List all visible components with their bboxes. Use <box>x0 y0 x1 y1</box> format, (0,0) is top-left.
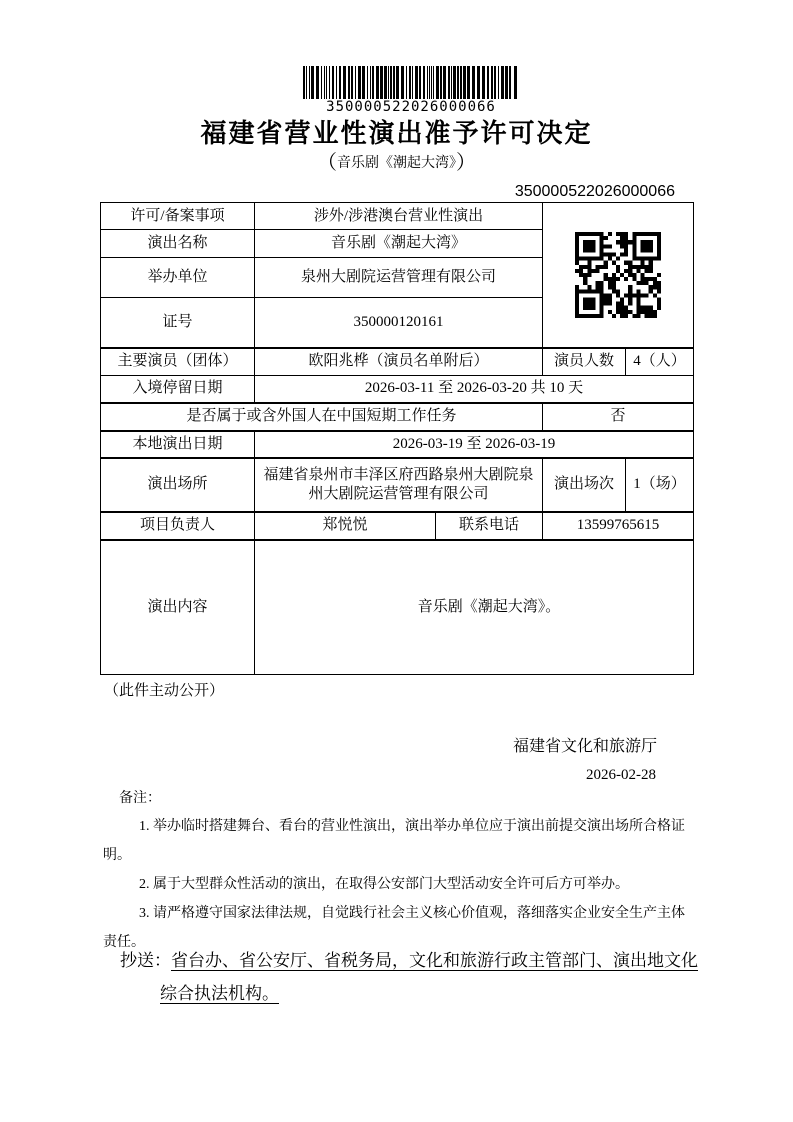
qr-code-icon <box>575 232 661 318</box>
table-row <box>101 458 694 512</box>
permit-item-label: 许可/备案事项 <box>101 203 255 230</box>
cc-text: 省台办、省公安厅、省税务局，文化和旅游行政主管部门、演出地文化综合执法机构。 <box>160 951 698 1003</box>
foreign-work-label: 是否属于或含外国人在中国短期工作任务 <box>101 403 543 431</box>
venue-value: 福建省泉州市丰泽区府西路泉州大剧院泉州大剧院运营管理有限公司 <box>255 458 543 512</box>
main-performers-label: 主要演员（团体） <box>101 348 255 376</box>
barcode-number: 350000522026000066 <box>326 99 496 115</box>
issue-date: 2026-02-28 <box>586 767 656 783</box>
content-value: 音乐剧《潮起大湾》。 <box>255 540 694 675</box>
local-dates-label: 本地演出日期 <box>101 431 255 458</box>
document-title: 福建省营业性演出准予许可决定 <box>200 118 593 148</box>
entry-stay-dates-value: 2026-03-11 至 2026-03-20 共 10 天 <box>255 376 694 403</box>
table-row <box>101 203 694 230</box>
remarks-list <box>103 812 697 957</box>
remark-item-3: 3. 请严格遵守国家法律法规，自觉践行社会主义核心价值观，落细落实企业安全生产主体责任。 <box>103 906 685 950</box>
table-row <box>101 403 694 431</box>
issuing-authority: 福建省文化和旅游厅 <box>512 738 657 755</box>
organizer-value: 泉州大剧院运营管理有限公司 <box>255 258 543 298</box>
permit-table <box>100 202 694 675</box>
performer-count-label: 演员人数 <box>543 348 626 376</box>
document-subtitle <box>0 151 793 176</box>
public-disclosure-note: （此件主动公开） <box>104 683 225 699</box>
table-row <box>101 348 694 376</box>
performer-count-value: 4（人） <box>626 348 694 376</box>
contact-phone-value: 13599765615 <box>543 512 694 540</box>
certificate-no-label: 证号 <box>101 298 255 348</box>
table-row <box>101 540 694 675</box>
foreign-work-value: 否 <box>543 403 694 431</box>
project-manager-value: 郑悦悦 <box>255 512 436 540</box>
contact-phone-label: 联系电话 <box>436 512 543 540</box>
performance-name-label: 演出名称 <box>101 230 255 258</box>
qr-code-cell <box>543 203 694 348</box>
barcode-block <box>303 66 519 115</box>
cc-block <box>120 944 700 1010</box>
table-row <box>101 376 694 403</box>
table-row <box>101 431 694 458</box>
content-label: 演出内容 <box>101 540 255 675</box>
table-row <box>101 512 694 540</box>
local-dates-value: 2026-03-19 至 2026-03-19 <box>255 431 694 458</box>
barcode-icon <box>303 66 519 99</box>
main-performers-value: 欧阳兆桦（演员名单附后） <box>255 348 543 376</box>
entry-stay-dates-label: 入境停留日期 <box>101 376 255 403</box>
show-count-value: 1（场） <box>626 458 694 512</box>
performance-name-value: 音乐剧《潮起大湾》 <box>255 230 543 258</box>
show-count-label: 演出场次 <box>543 458 626 512</box>
cc-label: 抄送： <box>120 951 171 970</box>
subtitle-close-paren: ） <box>456 152 476 174</box>
certificate-no-value: 350000120161 <box>255 298 543 348</box>
subtitle-text: 音乐剧《潮起大湾》 <box>337 156 456 171</box>
organizer-label: 举办单位 <box>101 258 255 298</box>
subtitle-open-paren: （ <box>317 152 337 174</box>
remark-item-1: 1. 举办临时搭建舞台、看台的营业性演出，演出举办单位应于演出前提交演出场所合格证明。 <box>103 819 685 863</box>
venue-label: 演出场所 <box>101 458 255 512</box>
remarks-label: 备注： <box>119 791 161 806</box>
remark-item-2: 2. 属于大型群众性活动的演出，在取得公安部门大型活动安全许可后方可举办。 <box>139 877 629 892</box>
project-manager-label: 项目负责人 <box>101 512 255 540</box>
document-number: 350000522026000066 <box>514 183 675 200</box>
permit-item-value: 涉外/涉港澳台营业性演出 <box>255 203 543 230</box>
